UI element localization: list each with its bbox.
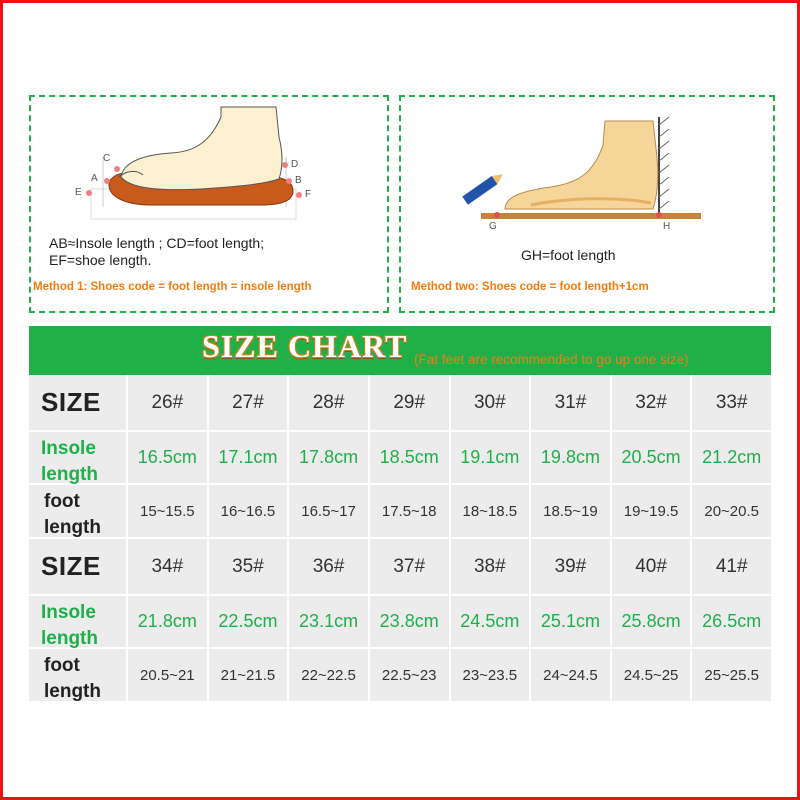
point-b-label: B: [295, 175, 302, 186]
size-cell: 29#: [370, 375, 451, 430]
insole-cell: 21.8cm: [128, 596, 209, 647]
size-row: [29, 539, 771, 596]
foot-length-label: foot length: [44, 655, 101, 702]
size-cell: 36#: [289, 539, 370, 594]
row-label-cell: [29, 649, 128, 701]
size-cell: 41#: [715, 555, 748, 577]
size-cell: 37#: [370, 539, 451, 594]
size-cell: 31#: [531, 375, 612, 430]
foot-cell: 24~24.5: [531, 649, 612, 701]
foot-cell: 21~21.5: [209, 649, 290, 701]
foot-cell: 15~15.5: [128, 485, 209, 537]
foot-length-label: foot length: [44, 491, 101, 538]
point-c-label: C: [103, 153, 111, 164]
insole-length-label: Insole length: [41, 602, 98, 649]
method-two-text: Method two: Shoes code = foot length+1cm: [411, 281, 649, 293]
method-two-panel: [399, 95, 775, 313]
insole-length-row: [29, 596, 771, 649]
size-chart-table: [29, 326, 771, 703]
size-cell: 40#: [612, 539, 693, 594]
insole-cell: 25.8cm: [612, 596, 693, 647]
insole-cell: 23.1cm: [289, 596, 370, 647]
foot-cell: 16~16.5: [209, 485, 290, 537]
size-chart-title: SIZE CHART: [202, 328, 408, 364]
size-label: SIZE: [41, 551, 101, 581]
insole-cell: 26.5cm: [702, 611, 762, 631]
foot-cell: 17.5~18: [370, 485, 451, 537]
insole-foot-illustration: [31, 97, 387, 237]
insole-cell: 17.1cm: [209, 432, 290, 483]
method-one-panel: [29, 95, 389, 313]
row-label-cell: [29, 596, 128, 647]
row-label-cell: [29, 432, 128, 483]
insole-cell: 19.8cm: [531, 432, 612, 483]
size-cell: 28#: [289, 375, 370, 430]
insole-cell: 16.5cm: [128, 432, 209, 483]
size-cell: 27#: [209, 375, 290, 430]
foot-measure-illustration: [401, 97, 773, 237]
size-cell: 39#: [531, 539, 612, 594]
size-cell: 38#: [451, 539, 532, 594]
size-cell: 30#: [451, 375, 532, 430]
size-chart-header: [29, 326, 771, 375]
method-one-text: Method 1: Shoes code = foot length = insole length: [33, 281, 312, 293]
insole-length-row: [29, 432, 771, 485]
foot-cell: 19~19.5: [612, 485, 693, 537]
foot-length-row: [29, 485, 771, 539]
method-one-caption-line1: AB≈Insole length ; CD=foot length;: [49, 235, 265, 251]
insole-cell: 20.5cm: [612, 432, 693, 483]
size-chart-note: (Fat feet are recommended to go up one size): [414, 352, 689, 367]
size-cell: 34#: [128, 539, 209, 594]
size-cell: 33#: [715, 391, 748, 413]
insole-cell: 23.8cm: [370, 596, 451, 647]
size-cell: 32#: [612, 375, 693, 430]
foot-cell: 22.5~23: [370, 649, 451, 701]
insole-length-label: Insole length: [41, 438, 98, 485]
insole-cell: 24.5cm: [451, 596, 532, 647]
insole-cell: 22.5cm: [209, 596, 290, 647]
method-two-caption: GH=foot length: [521, 247, 616, 263]
foot-cell: 22~22.5: [289, 649, 370, 701]
row-label-cell: [29, 539, 128, 594]
foot-cell: 20.5~21: [128, 649, 209, 701]
size-cell: 26#: [128, 375, 209, 430]
point-f-label: F: [305, 189, 312, 200]
foot-cell: 25~25.5: [704, 666, 759, 684]
row-label-cell: [29, 375, 128, 430]
method-one-caption-line2: EF=shoe length.: [49, 252, 152, 268]
insole-cell: 25.1cm: [531, 596, 612, 647]
foot-cell: 23~23.5: [451, 649, 532, 701]
size-row: [29, 375, 771, 432]
row-label-cell: [29, 485, 128, 537]
size-cell: 35#: [209, 539, 290, 594]
point-d-label: D: [291, 159, 299, 170]
insole-cell: 17.8cm: [289, 432, 370, 483]
foot-length-row: [29, 649, 771, 703]
point-g-label: G: [489, 221, 497, 232]
point-h-label: H: [663, 221, 671, 232]
foot-cell: 20~20.5: [704, 502, 759, 520]
foot-cell: 18~18.5: [451, 485, 532, 537]
insole-cell: 19.1cm: [451, 432, 532, 483]
foot-cell: 24.5~25: [612, 649, 693, 701]
point-e-label: E: [75, 187, 82, 198]
point-a-label: A: [91, 173, 98, 184]
foot-cell: 18.5~19: [531, 485, 612, 537]
size-label: SIZE: [41, 387, 101, 417]
insole-cell: 21.2cm: [702, 447, 762, 467]
insole-cell: 18.5cm: [370, 432, 451, 483]
foot-cell: 16.5~17: [289, 485, 370, 537]
